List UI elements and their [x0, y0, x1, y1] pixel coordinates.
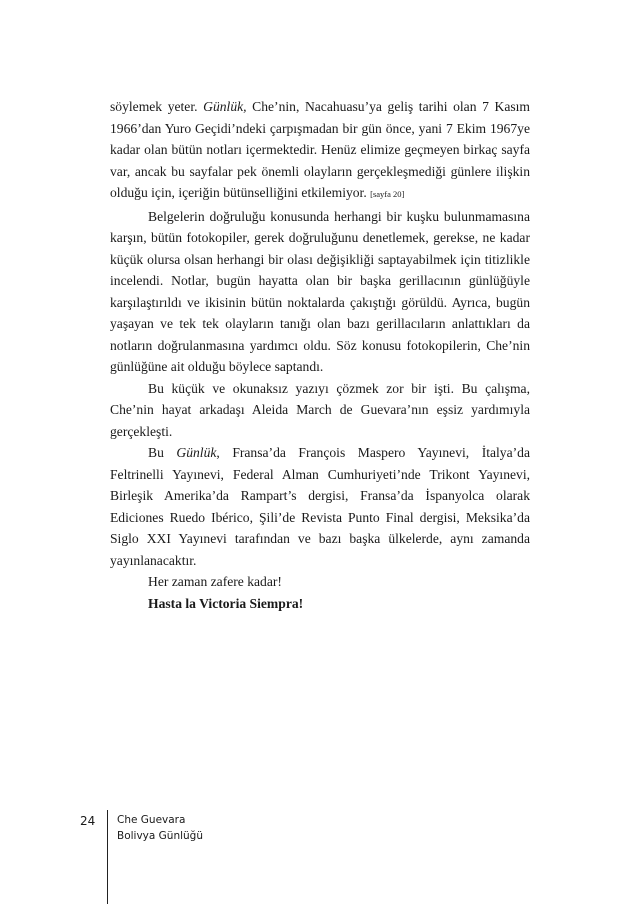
closing-line-2: Hasta la Victoria Siempra! — [148, 595, 304, 611]
book-title-italic: Günlük, — [203, 99, 247, 114]
book-title-italic-2: Günlük — [176, 445, 217, 460]
paragraph-2: Belgelerin doğruluğu konusunda herhangi bir kuşku bulunmamasına karşın, bütün fotokopiler, gerek doğruluğunu denetlemek, gerekse, ne kadar küçük olursa olsan herhangi bir olası değişikliği saptayabilmek için titizlikle incelendi. Notlar, bugün hayatta olan bir başka gerillacının günlüğüyle karşılaştırıldı ve ikisinin bütün noktalarda çakıştığı görüldü. Ayrıca, bugün yaşayan ve tek tek olayların tanığı olan bazı gerillacıların anlattıkları da notların doğrulanmasına yardımcı oldu. Söz konusu fotokopilerin, Che’nin günlüğüne ait olduğu böylece saptandı. — [110, 208, 530, 374]
footer-book-title: Bolivya Günlüğü — [117, 830, 203, 842]
paragraph-1-text-b: Che’nin, Nacahuasu’ya geliş tarihi olan 7 Kasım 1966’dan Yuro Geçidi’ndeki çarpışmadan bir gün önce, yani 7 Ekim 1967ye kadar olan bütün notları içermektedir. Henüz elimize geçmeyen birkaç sayfa var, ancak bu sayfalar pek önemli olayların gerçekleşmediği günlere ilişkin olduğu için, içeriğin bütünselliğini etkilemiyor. — [110, 99, 530, 200]
paragraph-4 — [110, 442, 530, 571]
paragraph-4-text-a: Bu — [148, 445, 177, 460]
running-footer — [117, 812, 203, 844]
footer-author: Che Guevara — [117, 814, 186, 826]
paragraph-1 — [110, 96, 530, 206]
closing-line-1: Her zaman zafere kadar! — [148, 574, 282, 589]
paragraph-1-text-a: söylemek yeter. — [110, 99, 204, 114]
footer-divider — [107, 810, 108, 904]
paragraph-4-text-b: , Fransa’da François Maspero Yayınevi, İtalya’da Feltrinelli Yayınevi, Federal Alman Cumhuriyeti’nde Trikont Yayınevi, Birleşik Amerika’da Rampart’s dergisi, Fransa’da İspanyolca olarak Ediciones Ruedo Ibérico, Şili’de Revista Punto Final dergisi, Meksika’da Siglo XXI Yayınevi tarafından ve bazı başka ülkelerde, aynı zamanda yayınlanacaktır. — [110, 445, 530, 568]
paragraph-3: Bu küçük ve okunaksız yazıyı çözmek zor bir işti. Bu çalışma, Che’nin hayat arkadaşı Aleida March de Guevara’nın eşsiz yardımıyla gerçekleşti. — [110, 380, 530, 439]
page-number: 24 — [80, 814, 96, 828]
main-text — [110, 96, 530, 614]
page-reference: [sayfa 20] — [370, 189, 405, 199]
